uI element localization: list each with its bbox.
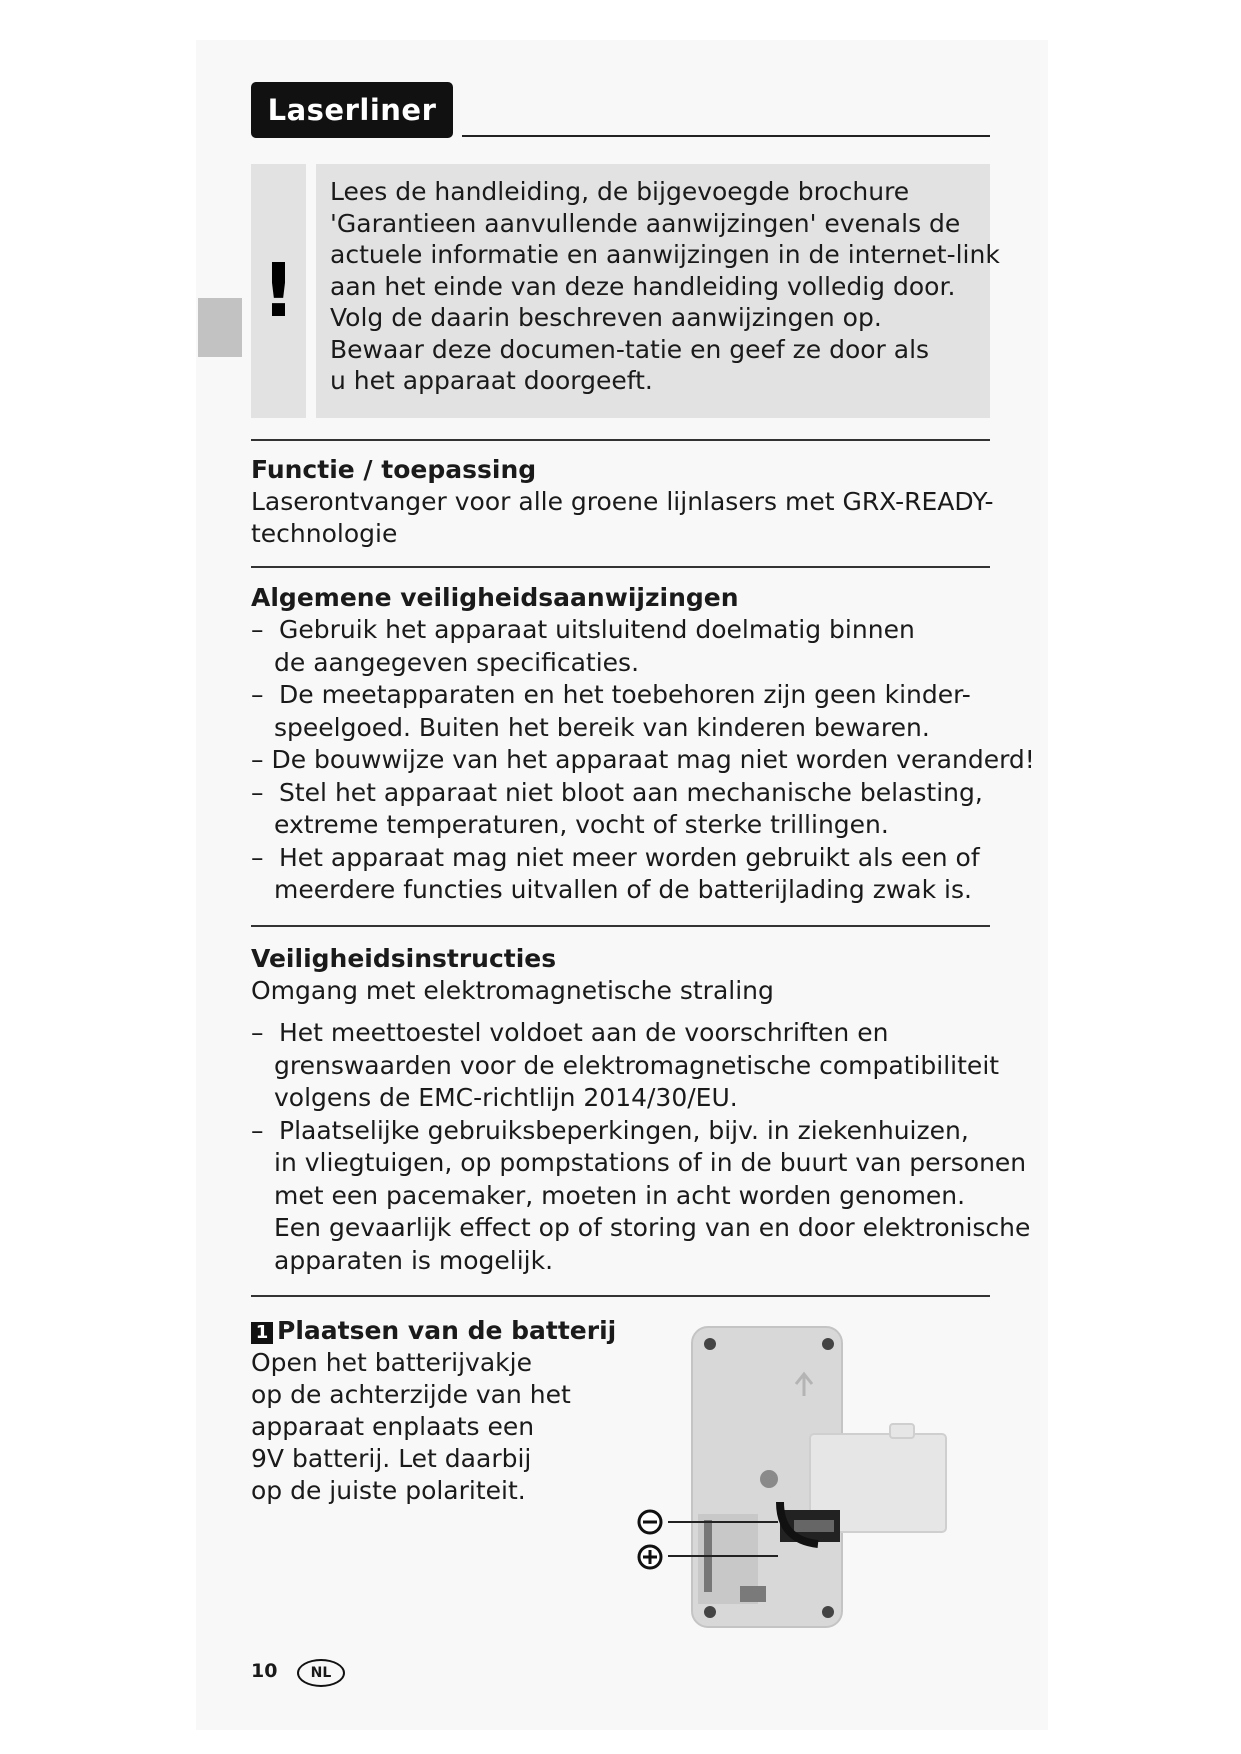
laserliner-logo: Laserliner (251, 82, 453, 138)
screw-hole (704, 1338, 716, 1350)
bullet-continuation: met een pacemaker, moeten in acht worden genomen. (274, 1180, 966, 1210)
bullet-item: – De meetapparaten en het toebehoren zijn geen kinder- (251, 680, 971, 709)
battery-label (794, 1520, 834, 1532)
bullet-continuation: extreme temperaturen, vocht of sterke trillingen. (274, 810, 889, 839)
section-heading: 1 Plaatsen van de batterij (251, 1315, 591, 1347)
section-text: technologie (251, 519, 398, 548)
warning-exclamation-icon: ! (251, 164, 306, 418)
notice-line: Lees de handleiding, de bijgevoegde brochure (330, 177, 910, 206)
section-heading: Algemene veiligheidsaanwijzingen (251, 583, 739, 612)
screw-hole (822, 1338, 834, 1350)
screw-hole (704, 1606, 716, 1618)
screw-hole (822, 1606, 834, 1618)
section-text: op de achterzijde van het (251, 1380, 571, 1409)
section-text: Open het batterijvakje (251, 1348, 532, 1377)
notice-line: actuele informatie en aanwijzingen in de internet-link (330, 240, 1000, 269)
bullet-item: – Stel het apparaat niet bloot aan mechanische belasting, (251, 777, 983, 807)
bullet-item: – Plaatselijke gebruiksbeperkingen, bijv. in ziekenhuizen, (251, 1115, 969, 1145)
notice-box (316, 164, 1000, 418)
bullet-continuation: volgens de EMC-richtlijn 2014/30/EU. (274, 1083, 738, 1112)
bullet-continuation: in vliegtuigen, op pompstations of in de buurt van personen (274, 1148, 1027, 1177)
section-veiligheid (251, 582, 1035, 907)
bullet-continuation: grenswaarden voor de elektromagnetische compatibiliteit (274, 1050, 1000, 1080)
header-rule (462, 135, 990, 137)
side-tab-marker (198, 298, 242, 357)
section-functie (251, 454, 994, 550)
notice-line: Volg de daarin beschreven aanwijzingen op. (330, 303, 882, 332)
bullet-continuation: meerdere functies uitvallen of de batterijlading zwak is. (274, 875, 972, 904)
section-text: op de juiste polariteit. (251, 1476, 526, 1505)
bullet-item: – Het meettoestel voldoet aan de voorschriften en (251, 1018, 889, 1047)
section-heading: Veiligheidsinstructies (251, 944, 557, 973)
notice-line: aan het einde van deze handleiding volledig door. (330, 271, 956, 301)
page-number: 10 (251, 1660, 278, 1682)
section-heading: Functie / toepassing (251, 455, 537, 484)
section-divider (251, 439, 990, 441)
bullet-continuation: apparaten is mogelijk. (274, 1245, 554, 1275)
section-divider (251, 1295, 990, 1297)
bullet-continuation: Een gevaarlijk effect op of storing van en door elektronische (274, 1213, 1031, 1242)
notice-line: 'Garantieen aanvullende aanwijzingen' evenals de (330, 208, 961, 238)
section-instructies (251, 943, 1031, 1277)
bullet-item: – Gebruik het apparaat uitsluitend doelmatig binnen (251, 615, 915, 644)
center-screw (760, 1470, 778, 1488)
cover-tab (890, 1424, 914, 1438)
section-batterij (251, 1315, 617, 1507)
bullet-continuation: speelgoed. Buiten het bereik van kinderen bewaren. (274, 712, 930, 742)
section-divider (251, 566, 990, 568)
battery-compartment-figure (632, 1322, 954, 1636)
section-text: Laserontvanger voor alle groene lijnlasers met GRX-READY- (251, 487, 994, 516)
section-text: 9V batterij. Let daarbij (251, 1444, 532, 1473)
device-port (740, 1586, 766, 1602)
bullet-continuation: de aangegeven specificaties. (274, 647, 640, 677)
language-badge: NL (297, 1659, 345, 1687)
step-number-badge: 1 (251, 1322, 273, 1344)
section-subheading: Omgang met elektromagnetische straling (251, 976, 774, 1005)
section-text: apparaat enplaats een (251, 1412, 535, 1441)
bullet-item: – De bouwwijze van het apparaat mag niet worden veranderd! (251, 745, 1035, 774)
bullet-item: – Het apparaat mag niet meer worden gebruikt als een of (251, 842, 980, 872)
section-divider (251, 925, 990, 927)
notice-line: Bewaar deze documen-tatie en geef ze door als (330, 334, 930, 364)
notice-line: u het apparaat doorgeeft. (330, 366, 653, 395)
